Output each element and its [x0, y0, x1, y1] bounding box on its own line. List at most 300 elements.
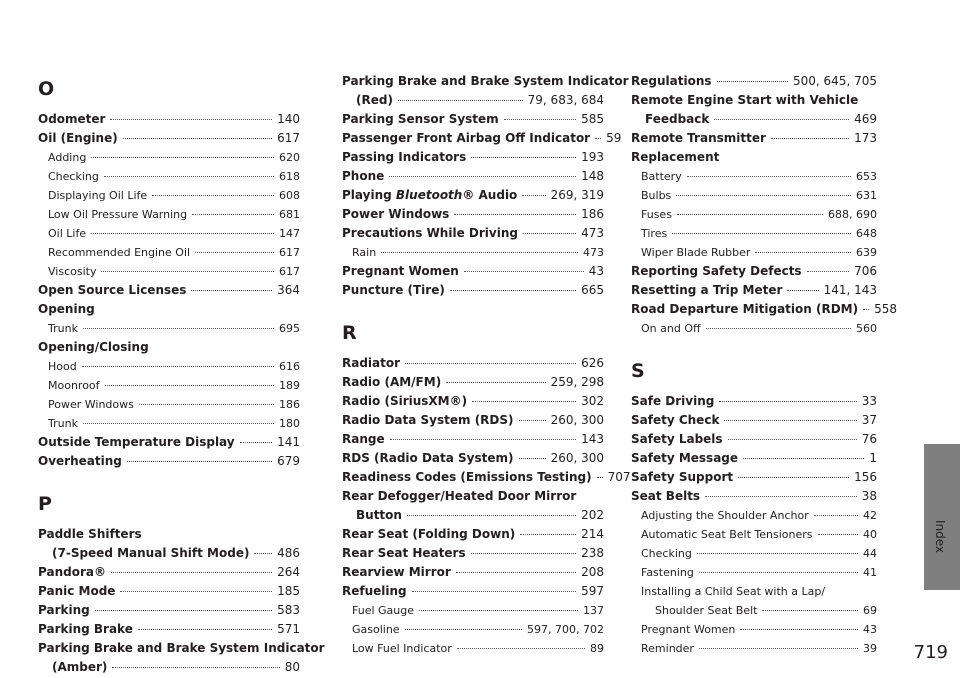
index-entry[interactable] — [342, 449, 604, 468]
index-entry[interactable] — [631, 129, 877, 148]
index-entry[interactable] — [342, 262, 604, 281]
dot-leader — [738, 477, 849, 478]
dot-leader — [807, 271, 850, 272]
index-heading: Paddle Shifters — [38, 527, 142, 541]
index-subentry[interactable] — [38, 376, 300, 395]
dot-leader — [697, 553, 858, 554]
entry-term: Passing Indicators — [342, 150, 467, 164]
dot-leader — [91, 157, 274, 158]
dot-leader — [95, 610, 272, 611]
page-reference: 681 — [279, 208, 300, 221]
index-subentry[interactable] — [38, 243, 300, 262]
dot-leader — [740, 629, 858, 630]
dot-leader — [83, 328, 274, 329]
entry-term: Oil (Engine) — [38, 131, 118, 145]
entry-term: Checking — [641, 547, 692, 560]
page-reference: 44 — [863, 547, 877, 560]
page-reference: 620 — [279, 151, 300, 164]
side-tab — [920, 0, 960, 678]
index-subentry[interactable] — [631, 544, 877, 563]
dot-leader — [471, 157, 576, 158]
page-reference: 33 — [861, 394, 877, 408]
index-entry[interactable] — [342, 373, 604, 392]
index-entry[interactable] — [38, 129, 300, 148]
dot-leader — [597, 477, 603, 478]
dot-leader — [863, 309, 869, 310]
page-reference: 185 — [277, 584, 300, 598]
dot-leader — [195, 252, 274, 253]
page-reference: 260, 300 — [550, 413, 604, 427]
dot-leader — [120, 591, 272, 592]
entry-term: Reminder — [641, 642, 694, 655]
dot-leader — [771, 138, 849, 139]
index-entry[interactable] — [38, 110, 300, 129]
bluetooth-italic: Bluetooth — [395, 188, 463, 202]
entry-term: Road Departure Mitigation (RDM) — [631, 302, 859, 316]
index-entry[interactable] — [342, 224, 604, 243]
page-reference: 42 — [863, 509, 877, 522]
entry-term: Passenger Front Airbag Off Indicator — [342, 131, 591, 145]
index-entry[interactable] — [342, 205, 604, 224]
entry-term: Automatic Seat Belt Tensioners — [641, 528, 813, 541]
page-reference: 486 — [277, 546, 300, 560]
dot-leader — [105, 385, 274, 386]
index-subentry[interactable] — [38, 357, 300, 376]
index-heading: Parking Brake and Brake System Indicator — [38, 641, 325, 655]
entry-term: Fuses — [641, 208, 672, 221]
index-entry[interactable] — [342, 563, 604, 582]
page-reference: 473 — [581, 226, 604, 240]
index-entry[interactable] — [342, 544, 604, 563]
dot-leader — [407, 515, 576, 516]
index-entry[interactable] — [38, 658, 300, 677]
dot-leader — [254, 553, 272, 554]
index-heading: Opening/Closing — [38, 340, 149, 354]
page-reference: 583 — [277, 603, 300, 617]
index-entry[interactable] — [631, 300, 897, 319]
index-subentry[interactable] — [38, 167, 300, 186]
dot-leader — [519, 458, 546, 459]
index-entry[interactable] — [342, 468, 631, 487]
index-entry[interactable] — [631, 281, 877, 300]
page-reference: 679 — [277, 454, 300, 468]
dot-leader — [522, 195, 545, 196]
entry-term: Puncture (Tire) — [342, 283, 445, 297]
page-reference: 193 — [581, 150, 604, 164]
index-entry[interactable] — [38, 433, 300, 452]
entry-term: Fastening — [641, 566, 694, 579]
index-entry[interactable] — [38, 620, 300, 639]
entry-term: Radio (AM/FM) — [342, 375, 442, 389]
index-entry[interactable] — [342, 392, 604, 411]
entry-term: Pregnant Women — [641, 623, 736, 636]
index-entry[interactable] — [38, 563, 300, 582]
entry-term: Remote Transmitter — [631, 131, 766, 145]
index-entry[interactable] — [342, 186, 604, 205]
index-entry[interactable] — [38, 582, 300, 601]
page-reference: 141 — [277, 435, 300, 449]
index-entry[interactable] — [38, 601, 300, 620]
entry-term: Rear Seat Heaters — [342, 546, 466, 560]
page-reference: 706 — [854, 264, 877, 278]
dot-leader — [676, 195, 851, 196]
index-subentry[interactable] — [38, 319, 300, 338]
index-subentry[interactable] — [631, 563, 877, 582]
index-subentry[interactable] — [342, 620, 604, 639]
entry-term: Reporting Safety Defects — [631, 264, 802, 278]
entry-term: Trunk — [48, 322, 78, 335]
index-subentry[interactable] — [631, 506, 877, 525]
page-reference: 616 — [279, 360, 300, 373]
dot-leader — [405, 363, 576, 364]
dot-leader — [454, 214, 576, 215]
entry-term: Rear Seat (Folding Down) — [342, 527, 516, 541]
page-reference: 41 — [863, 566, 877, 579]
dot-leader — [457, 648, 585, 649]
page-reference: 37 — [861, 413, 877, 427]
page-reference: 639 — [856, 246, 877, 259]
index-entry[interactable] — [631, 468, 877, 487]
index-subentry[interactable] — [631, 639, 877, 658]
page-reference: 43 — [588, 264, 604, 278]
dot-leader — [138, 629, 272, 630]
dot-leader — [519, 420, 546, 421]
index-subentry[interactable] — [38, 186, 300, 205]
index-subentry[interactable] — [631, 205, 877, 224]
dot-leader — [687, 176, 851, 177]
entry-term: Viscosity — [48, 265, 97, 278]
page-reference: 473 — [583, 246, 604, 259]
dot-leader — [191, 290, 272, 291]
page-number: 719 — [913, 642, 948, 663]
index-heading: Parking Brake and Brake System Indicator — [342, 74, 629, 88]
page-reference: 608 — [279, 189, 300, 202]
page-reference: 665 — [581, 283, 604, 297]
entry-term: Power Windows — [48, 398, 134, 411]
dot-leader — [762, 610, 858, 611]
entry-term: Parking Brake — [38, 622, 133, 636]
page-reference: 571 — [277, 622, 300, 636]
entry-term: Phone — [342, 169, 385, 183]
entry-term: Trunk — [48, 417, 78, 430]
page-reference: 617 — [279, 265, 300, 278]
index-entry[interactable] — [38, 544, 300, 563]
dot-leader — [123, 138, 272, 139]
index-entry[interactable] — [631, 487, 877, 506]
dot-leader — [450, 290, 576, 291]
index-entry[interactable] — [342, 167, 604, 186]
entry-term: Battery — [641, 170, 682, 183]
entry-term: Safety Labels — [631, 432, 723, 446]
page-reference: 269, 319 — [550, 188, 604, 202]
entry-term: RDS (Radio Data System) — [342, 451, 514, 465]
page-reference: 1 — [869, 451, 877, 465]
entry-term: Recommended Engine Oil — [48, 246, 191, 259]
index-heading: Installing a Child Seat with a Lap/ — [641, 585, 826, 598]
index-subentry[interactable] — [38, 262, 300, 281]
index-heading: Opening — [38, 302, 95, 316]
index-entry[interactable] — [631, 72, 877, 91]
entry-term: Odometer — [38, 112, 106, 126]
entry-term: Low Oil Pressure Warning — [48, 208, 188, 221]
entry-term: Panic Mode — [38, 584, 116, 598]
page-reference: 364 — [277, 283, 300, 297]
index-entry[interactable] — [342, 582, 604, 601]
page-reference: 653 — [856, 170, 877, 183]
dot-leader — [240, 442, 272, 443]
entry-term: Radio Data System (RDS) — [342, 413, 514, 427]
dot-leader — [111, 572, 272, 573]
section-letter: O — [38, 78, 55, 100]
page-reference: 69 — [863, 604, 877, 617]
entry-term: (Red) — [356, 93, 393, 107]
page-reference: 202 — [581, 508, 604, 522]
page-reference: 76 — [861, 432, 877, 446]
index-heading: Remote Engine Start with Vehicle — [631, 93, 859, 107]
dot-leader — [419, 610, 578, 611]
entry-term: Adding — [48, 151, 87, 164]
dot-leader — [472, 401, 576, 402]
entry-term: Checking — [48, 170, 99, 183]
index-column-3 — [631, 72, 897, 658]
dot-leader — [104, 176, 274, 177]
entry-term: Displaying Oil Life — [48, 189, 148, 202]
entry-term: Readiness Codes (Emissions Testing) — [342, 470, 592, 484]
page-reference: 148 — [581, 169, 604, 183]
page-reference: 264 — [277, 565, 300, 579]
page-reference: 173 — [854, 131, 877, 145]
entry-term: Safe Driving — [631, 394, 715, 408]
entry-term: Pregnant Women — [342, 264, 459, 278]
page-reference: 147 — [279, 227, 300, 240]
section-letter: S — [631, 360, 645, 382]
page-reference: 585 — [581, 112, 604, 126]
dot-leader — [787, 290, 818, 291]
page-reference: 186 — [581, 207, 604, 221]
index-subentry[interactable] — [631, 243, 877, 262]
entry-term: Gasoline — [352, 623, 400, 636]
entry-term: Rain — [352, 246, 377, 259]
dot-leader — [728, 439, 857, 440]
entry-term: Open Source Licenses — [38, 283, 187, 297]
page-reference: 631 — [856, 189, 877, 202]
dot-leader — [83, 423, 274, 424]
index-subentry[interactable] — [38, 395, 300, 414]
entry-term: Outside Temperature Display — [38, 435, 235, 449]
entry-term: Refueling — [342, 584, 407, 598]
dot-leader — [152, 195, 274, 196]
dot-leader — [398, 100, 523, 101]
page-reference: 214 — [581, 527, 604, 541]
dot-leader — [677, 214, 823, 215]
entry-term: Adjusting the Shoulder Anchor — [641, 509, 809, 522]
index-subentry[interactable] — [38, 148, 300, 167]
dot-leader — [755, 252, 851, 253]
index-entry[interactable] — [631, 449, 877, 468]
dot-leader — [446, 382, 545, 383]
index-subentry[interactable] — [631, 224, 877, 243]
entry-term: Feedback — [645, 112, 710, 126]
index-tab-box[interactable] — [924, 444, 960, 590]
page-reference: 707 — [607, 470, 631, 484]
entry-term: Tires — [641, 227, 668, 240]
page-reference: 617 — [277, 131, 300, 145]
index-subentry[interactable] — [342, 601, 604, 620]
index-entry[interactable] — [342, 411, 604, 430]
page-reference: 238 — [581, 546, 604, 560]
page-reference: 560 — [856, 322, 877, 335]
entry-term: (7-Speed Manual Shift Mode) — [52, 546, 250, 560]
page-reference: 597, 700, 702 — [527, 623, 604, 636]
page-reference: 79, 683, 684 — [527, 93, 604, 107]
dot-leader — [717, 81, 789, 82]
entry-term: Hood — [48, 360, 77, 373]
entry-term: Playing Bluetooth® Audio — [342, 188, 518, 202]
dot-leader — [743, 458, 864, 459]
dot-leader — [101, 271, 274, 272]
index-subentry[interactable] — [38, 205, 300, 224]
entry-term: Button — [356, 508, 402, 522]
entry-term: Seat Belts — [631, 489, 701, 503]
index-subentry[interactable] — [38, 224, 300, 243]
page-reference: 38 — [861, 489, 877, 503]
index-entry[interactable] — [342, 110, 604, 129]
section-letter: R — [342, 322, 357, 344]
page-reference: 89 — [590, 642, 604, 655]
dot-leader — [705, 496, 857, 497]
entry-term: Bulbs — [641, 189, 672, 202]
dot-leader — [456, 572, 576, 573]
index-subentry[interactable] — [38, 414, 300, 433]
entry-term: Resetting a Trip Meter — [631, 283, 783, 297]
page-reference: 156 — [854, 470, 877, 484]
index-entry[interactable] — [631, 392, 877, 411]
page-reference: 43 — [863, 623, 877, 636]
dot-leader — [595, 138, 601, 139]
index-entry[interactable] — [38, 281, 300, 300]
dot-leader — [139, 404, 274, 405]
index-subentry[interactable] — [631, 319, 877, 338]
dot-leader — [464, 271, 584, 272]
dot-leader — [127, 461, 272, 462]
page-reference: 648 — [856, 227, 877, 240]
entry-term: Safety Check — [631, 413, 720, 427]
dot-leader — [724, 420, 856, 421]
entry-term: Power Windows — [342, 207, 450, 221]
page-reference: 40 — [863, 528, 877, 541]
index-column-1 — [38, 72, 325, 677]
page-reference: 597 — [581, 584, 604, 598]
dot-leader — [818, 534, 859, 535]
dot-leader — [699, 648, 858, 649]
entry-term: Precautions While Driving — [342, 226, 518, 240]
index-entry[interactable] — [342, 430, 604, 449]
entry-term: (Amber) — [52, 660, 108, 674]
page-reference: 260, 300 — [550, 451, 604, 465]
index-entry[interactable] — [38, 452, 300, 471]
index-entry[interactable] — [342, 129, 622, 148]
entry-term: Safety Support — [631, 470, 734, 484]
index-subentry[interactable] — [631, 525, 877, 544]
index-entry[interactable] — [342, 91, 604, 110]
page-reference: 208 — [581, 565, 604, 579]
dot-leader — [389, 176, 576, 177]
page-reference: 469 — [854, 112, 877, 126]
page-reference: 141, 143 — [823, 283, 877, 297]
dot-leader — [471, 553, 577, 554]
page-reference: 80 — [284, 660, 300, 674]
entry-term: Safety Message — [631, 451, 739, 465]
page-reference: 186 — [279, 398, 300, 411]
page-reference: 140 — [277, 112, 300, 126]
page-reference: 39 — [863, 642, 877, 655]
page-reference: 688, 690 — [828, 208, 877, 221]
dot-leader — [523, 233, 576, 234]
entry-term: Range — [342, 432, 385, 446]
index-entry[interactable] — [631, 430, 877, 449]
index-subentry[interactable] — [631, 620, 877, 639]
dot-leader — [672, 233, 851, 234]
index-entry[interactable] — [342, 525, 604, 544]
index-subentry[interactable] — [631, 186, 877, 205]
index-heading: Replacement — [631, 150, 720, 164]
page-reference: 137 — [583, 604, 604, 617]
index-entry[interactable] — [342, 281, 604, 300]
entry-term: Parking Sensor System — [342, 112, 499, 126]
index-entry[interactable] — [342, 354, 604, 373]
page-reference: 189 — [279, 379, 300, 392]
dot-leader — [699, 572, 858, 573]
index-entry[interactable] — [631, 262, 877, 281]
index-entry[interactable] — [342, 148, 604, 167]
index-entry[interactable] — [631, 411, 877, 430]
entry-term: Radio (SiriusXM®) — [342, 394, 468, 408]
page-reference: 500, 645, 705 — [793, 74, 877, 88]
index-subentry[interactable] — [342, 639, 604, 658]
entry-term: Wiper Blade Rubber — [641, 246, 751, 259]
index-heading: Rear Defogger/Heated Door Mirror — [342, 489, 577, 503]
entry-term: On and Off — [641, 322, 701, 335]
dot-leader — [390, 439, 576, 440]
dot-leader — [192, 214, 274, 215]
entry-term: Low Fuel Indicator — [352, 642, 452, 655]
entry-term: Regulations — [631, 74, 712, 88]
dot-leader — [814, 515, 858, 516]
page-reference: 180 — [279, 417, 300, 430]
entry-term: Overheating — [38, 454, 122, 468]
dot-leader — [520, 534, 576, 535]
index-subentry[interactable] — [342, 243, 604, 262]
dot-leader — [412, 591, 576, 592]
page-reference: 59 — [606, 131, 622, 145]
dot-leader — [719, 401, 856, 402]
entry-term: Moonroof — [48, 379, 100, 392]
page-reference: 626 — [581, 356, 604, 370]
page-reference: 617 — [279, 246, 300, 259]
entry-term: Parking — [38, 603, 90, 617]
index-subentry[interactable] — [631, 601, 877, 620]
page-reference: 302 — [581, 394, 604, 408]
entry-term: Rearview Mirror — [342, 565, 451, 579]
index-column-2 — [342, 72, 631, 658]
page-reference: 558 — [874, 302, 897, 316]
entry-term: Shoulder Seat Belt — [655, 604, 758, 617]
index-subentry[interactable] — [631, 167, 877, 186]
index-entry[interactable] — [342, 506, 604, 525]
entry-term: Fuel Gauge — [352, 604, 415, 617]
section-letter: P — [38, 493, 52, 515]
index-entry[interactable] — [631, 110, 877, 129]
